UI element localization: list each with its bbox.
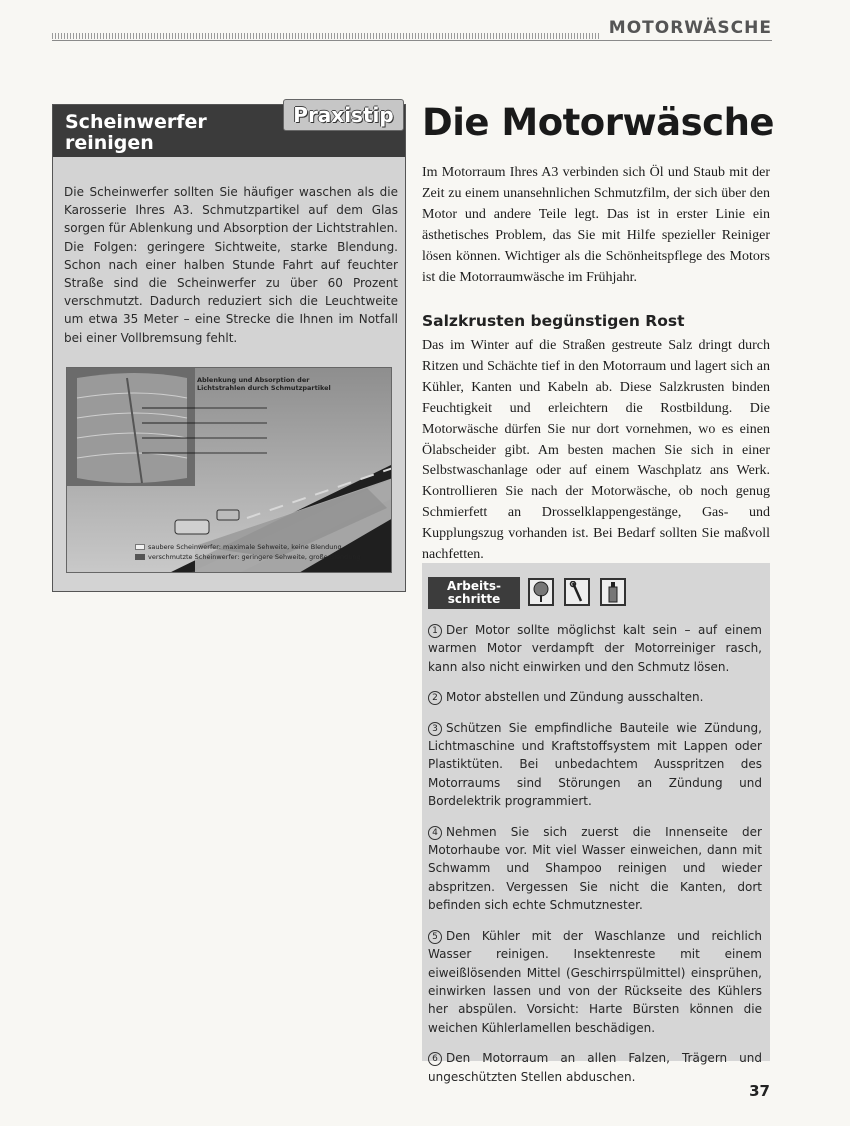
step-item: [428, 823, 762, 915]
section-title: MOTORWÄSCHE: [608, 18, 772, 38]
headlight-illustration: [66, 367, 392, 573]
figure-legend: [135, 543, 392, 563]
step-text: Den Motorraum an allen Falzen, Trägern und ungeschützten Stellen abduschen.: [428, 1051, 762, 1084]
page-title: Die Motorwäsche: [422, 101, 775, 144]
legend-label-clean: saubere Scheinwerfer: maximale Sehweite, keine Blendung: [148, 543, 342, 551]
tree-icon: [528, 578, 554, 606]
step-text: Schützen Sie empfindliche Bauteile wie Zündung, Lichtmaschine und Kraftstoffsystem mit Lappen oder Plastiktüten. Bei unbedachtem Ausspritzen des Motorraums sind Störungen an Zündung und Bordelektrik programmiert.: [428, 720, 762, 809]
step-number: 4: [428, 826, 442, 840]
step-text: Der Motor sollte möglichst kalt sein – auf einem warmen Motor verdampft der Motorreiniger rasch, kann also nicht einwirken und den Schmutz lösen.: [428, 623, 762, 674]
step-item: [428, 719, 762, 811]
step-text: Nehmen Sie sich zuerst die Innenseite der Motorhaube vor. Mit viel Wasser einweichen, dann mit Schwamm und Shampoo reinigen und wieder abspritzen. Vergessen Sie nicht die Kanten, dort befinden sich echte Schmutznester.: [428, 824, 762, 913]
tip-title: Scheinwerfer reinigen: [65, 111, 207, 154]
figure-label: Ablenkung und Absorption der Lichtstrahlen durch Schmutzpartikel: [197, 376, 331, 392]
spray-can-icon: [600, 578, 626, 606]
steps-box: [422, 563, 770, 1084]
step-list: [428, 621, 762, 1098]
legend-label-dirty: verschmutzte Scheinwerfer: geringere Sehweite, große Blendung: [148, 553, 361, 561]
step-item: [428, 927, 762, 1037]
step-number: 1: [428, 624, 442, 638]
header-rule: [52, 40, 772, 41]
step-item: [428, 688, 762, 706]
intro-paragraph: Im Motorraum Ihres A3 verbinden sich Öl und Staub mit der Zeit zu einem unansehnlichen Schmutzfilm, der sich über den Motor und andere Teile legt. Das ist in erster Linie ein ästhetisches Problem, das Sie mit Hilfe spezieller Reiniger lösen können. Wichtiger als die Schönheitspflege des Motors ist die Motorraumwäsche im Frühjahr.: [422, 165, 770, 285]
step-item: [428, 621, 762, 676]
legend-item-dirty: [135, 553, 392, 561]
legend-item-clean: [135, 543, 392, 551]
body-paragraph: Das im Winter auf die Straßen gestreute Salz dringt durch Ritzen und Schächte tief in den Motorraum und lagert sich an Kühler, Kanten und Kabeln ab. Diese Salzkrusten binden Feuchtigkeit und erleichtern die Rostbildung. Die Motorwäsche dürfen Sie nur dort vornehmen, wo es einen Ölabscheider gibt. Am besten machen Sie sich in einer Selbstwaschanlage oder auf einem Waschplatz ans Werk. Kontrollieren Sie nach der Motorwäsche, ob noch genug Schmierfett an Drosselklappengestänge, Gas- und Kupplungszug vorhanden ist. Bei Bedarf sollten Sie maßvoll nachfetten.: [422, 338, 770, 563]
step-text: Den Kühler mit der Waschlanze und reichlich Wasser reinigen. Insektenreste mit einem eiweißlösenden Mittel (Geschirrspülmittel) einsprühen, einwirken lassen und von der Rückseite des Kühlers her abspülen. Vorsicht: Harte Bürsten können die weichen Kühlerlamellen beschädigen.: [428, 928, 762, 1035]
legend-swatch-dirty: [135, 554, 145, 560]
tip-box: [52, 104, 406, 592]
step-number: 3: [428, 722, 442, 736]
subheading: Salzkrusten begünstigen Rost: [422, 312, 685, 330]
header-rule-dotted: [52, 33, 600, 39]
step-text: Motor abstellen und Zündung ausschalten.: [446, 690, 704, 705]
step-number: 2: [428, 691, 442, 705]
steps-heading: Arbeits- schritte: [428, 577, 520, 609]
step-number: 5: [428, 930, 442, 944]
step-number: 6: [428, 1052, 442, 1066]
wrench-icon: [564, 578, 590, 606]
step-item: [428, 1049, 762, 1086]
tip-text: Die Scheinwerfer sollten Sie häufiger waschen als die Karosserie Ihres A3. Schmutzpartikel auf dem Glas sorgen für Ablenkung und Absorption der Lichtstrahlen. Die Folgen: geringere Sichtweite, starke Blendung. Schon nach einer halben Stunde Fahrt auf feuchter Straße sind die Scheinwerfer zu über 60 Prozent verschmutzt. Dadurch reduziert sich die Leuchtweite um etwa 35 Meter – eine Strecke die Ihnen im Notfall bei einer Vollbremsung fehlt.: [64, 185, 398, 345]
legend-swatch-clean: [135, 544, 145, 550]
page-number: 37: [749, 1082, 770, 1100]
praxistip-badge: Praxistip: [283, 99, 404, 131]
